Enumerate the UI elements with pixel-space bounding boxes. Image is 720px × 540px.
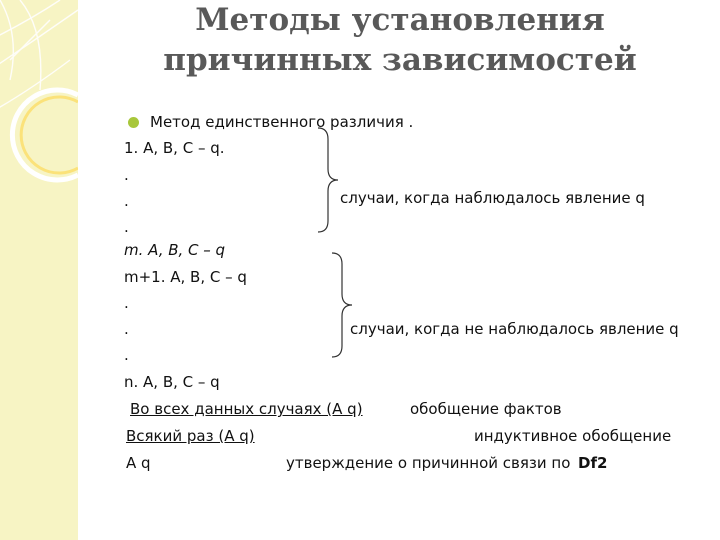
ellipsis-dot: . xyxy=(124,166,129,184)
bullet-marker xyxy=(128,117,139,128)
right-brace-icon xyxy=(330,250,360,360)
ellipsis-dot: . xyxy=(124,192,129,210)
leaf-pattern-decoration xyxy=(0,0,78,540)
title-line-2: причинных зависимостей xyxy=(163,42,637,78)
ellipsis-dot: . xyxy=(124,218,129,236)
right-brace-icon xyxy=(316,125,346,235)
causal-label: A q xyxy=(126,454,151,472)
case-row-n: n. A, B, C – q xyxy=(124,373,220,391)
generalization-text: обобщение фактов xyxy=(410,400,562,418)
observed-cases-note: случаи, когда наблюдалось явление q xyxy=(340,189,645,207)
case-row-m-plus-1: m+1. A, B, C – q xyxy=(124,268,247,286)
title-line-1: Методы установления xyxy=(195,2,605,38)
causal-ref: Df2 xyxy=(578,454,608,472)
always-text: индуктивное обобщение xyxy=(474,427,672,445)
ellipsis-dot: . xyxy=(124,294,129,312)
not-observed-cases-note: случаи, когда не наблюдалось явление q xyxy=(350,320,679,338)
method-heading: Метод единственного различия . xyxy=(150,113,414,131)
causal-text: утверждение о причинной связи по xyxy=(286,454,571,472)
ellipsis-dot: . xyxy=(124,320,129,338)
slide-title xyxy=(90,0,710,80)
ellipsis-dot: . xyxy=(124,346,129,364)
always-label: Всякий раз (A q) xyxy=(126,427,255,445)
generalization-label: Во всех данных случаях (A q) xyxy=(130,400,363,418)
case-row-1: 1. А, В, С – q. xyxy=(124,139,225,157)
case-row-m: m. A, B, C – q xyxy=(124,241,226,259)
decorative-sidebar xyxy=(0,0,78,540)
